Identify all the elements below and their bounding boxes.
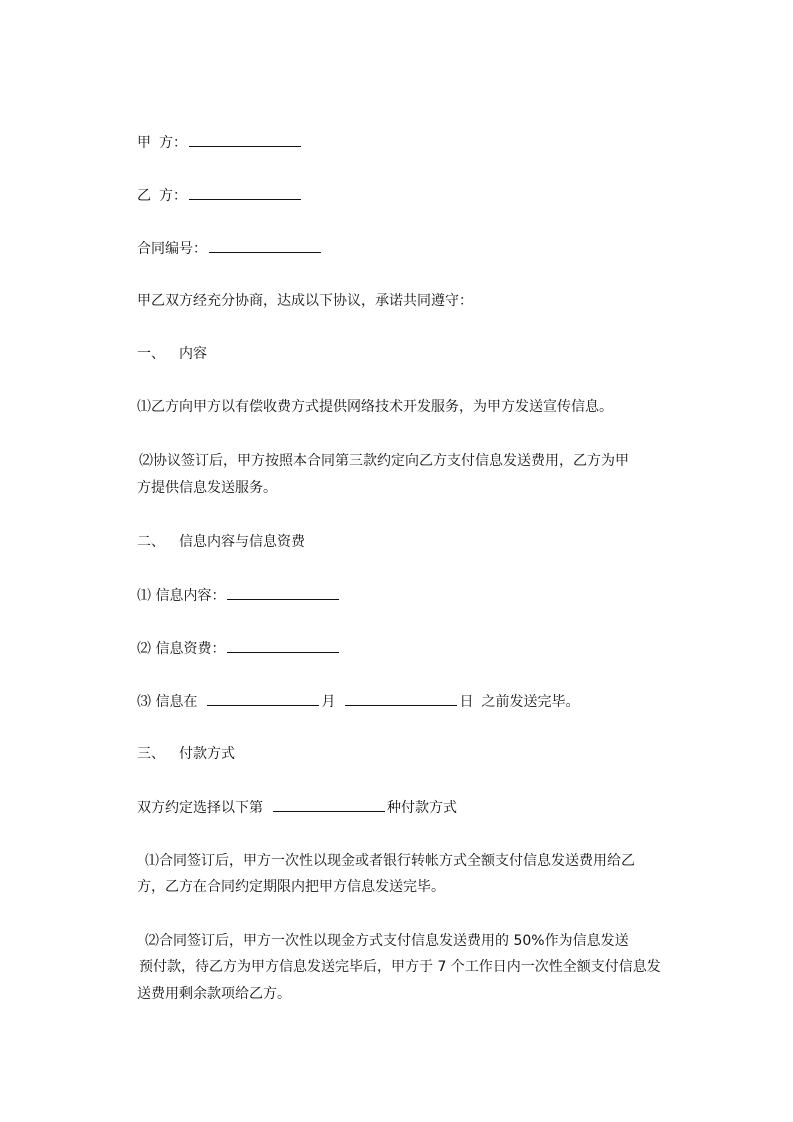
payment-choice-line xyxy=(137,797,457,817)
section-1-number: 一、 xyxy=(137,346,165,362)
party-b-label-2: 方： xyxy=(159,188,187,204)
send-day-label: 日 xyxy=(459,694,474,710)
section-1-item-2-line-2: 方提供信息发送服务。 xyxy=(137,480,277,496)
section-1-item-1: ⑴乙方向甲方以有偿收费方式提供网络技术开发服务，为甲方发送宣传信息。 xyxy=(137,399,613,415)
payment-option-1-line-2: 方，乙方在合同约定期限内把甲方信息发送完毕。 xyxy=(137,879,445,895)
section-3-number: 三、 xyxy=(137,746,165,762)
section-2-item-2 xyxy=(137,638,341,658)
payment-choice-prefix: 双方约定选择以下第 xyxy=(137,800,263,816)
section-2-item-1 xyxy=(137,585,341,605)
info-fee-blank[interactable] xyxy=(227,638,339,653)
send-day-blank[interactable] xyxy=(345,691,457,706)
payment-option-2-line-2: 预付款，待乙方为甲方信息发送完毕后，甲方于 7 个工作日内一次性全额支付信息发 xyxy=(139,959,661,975)
section-2-item-3 xyxy=(137,691,579,711)
payment-choice-suffix: 种付款方式 xyxy=(387,800,457,816)
contract-number-line xyxy=(137,238,323,258)
payment-option-1-line-1: ⑴合同签订后，甲方一次性以现金或者银行转帐方式全额支付信息发送费用给乙 xyxy=(145,853,635,869)
send-date-prefix: ⑶ 信息在 xyxy=(137,694,198,710)
section-1-title: 内容 xyxy=(179,346,207,362)
party-a-blank[interactable] xyxy=(189,132,301,147)
section-2-heading xyxy=(137,532,305,552)
payment-choice-blank[interactable] xyxy=(273,797,385,812)
info-content-label: ⑴ 信息内容： xyxy=(137,588,226,604)
party-a-label-1: 甲 xyxy=(137,135,151,151)
section-2-number: 二、 xyxy=(137,534,165,550)
party-b-blank[interactable] xyxy=(189,185,301,200)
payment-option-2-line-3: 送费用剩余款项给乙方。 xyxy=(137,986,291,1002)
party-b-line xyxy=(137,185,303,205)
section-3-heading xyxy=(137,744,235,764)
section-1-heading xyxy=(137,344,207,364)
info-fee-label: ⑵ 信息资费： xyxy=(137,641,226,657)
section-1-item-2-line-1: ⑵协议签订后，甲方按照本合同第三款约定向乙方支付信息发送费用，乙方为甲 xyxy=(139,453,629,469)
info-content-blank[interactable] xyxy=(227,585,339,600)
contract-number-label: 合同编号： xyxy=(137,241,207,257)
party-a-line xyxy=(137,132,303,152)
section-3-title: 付款方式 xyxy=(179,746,235,762)
party-a-label-2: 方： xyxy=(159,135,187,151)
intro-paragraph: 甲乙双方经充分协商，达成以下协议，承诺共同遵守： xyxy=(137,293,473,309)
send-month-blank[interactable] xyxy=(207,691,319,706)
send-date-suffix: 之前发送完毕。 xyxy=(481,694,580,710)
payment-option-2-line-1: ⑵合同签订后，甲方一次性以现金方式支付信息发送费用的 50%作为信息发送 xyxy=(145,933,629,949)
send-month-label: 月 xyxy=(321,694,336,710)
contract-number-blank[interactable] xyxy=(209,238,321,253)
party-b-label-1: 乙 xyxy=(137,188,151,204)
section-2-title: 信息内容与信息资费 xyxy=(179,534,305,550)
